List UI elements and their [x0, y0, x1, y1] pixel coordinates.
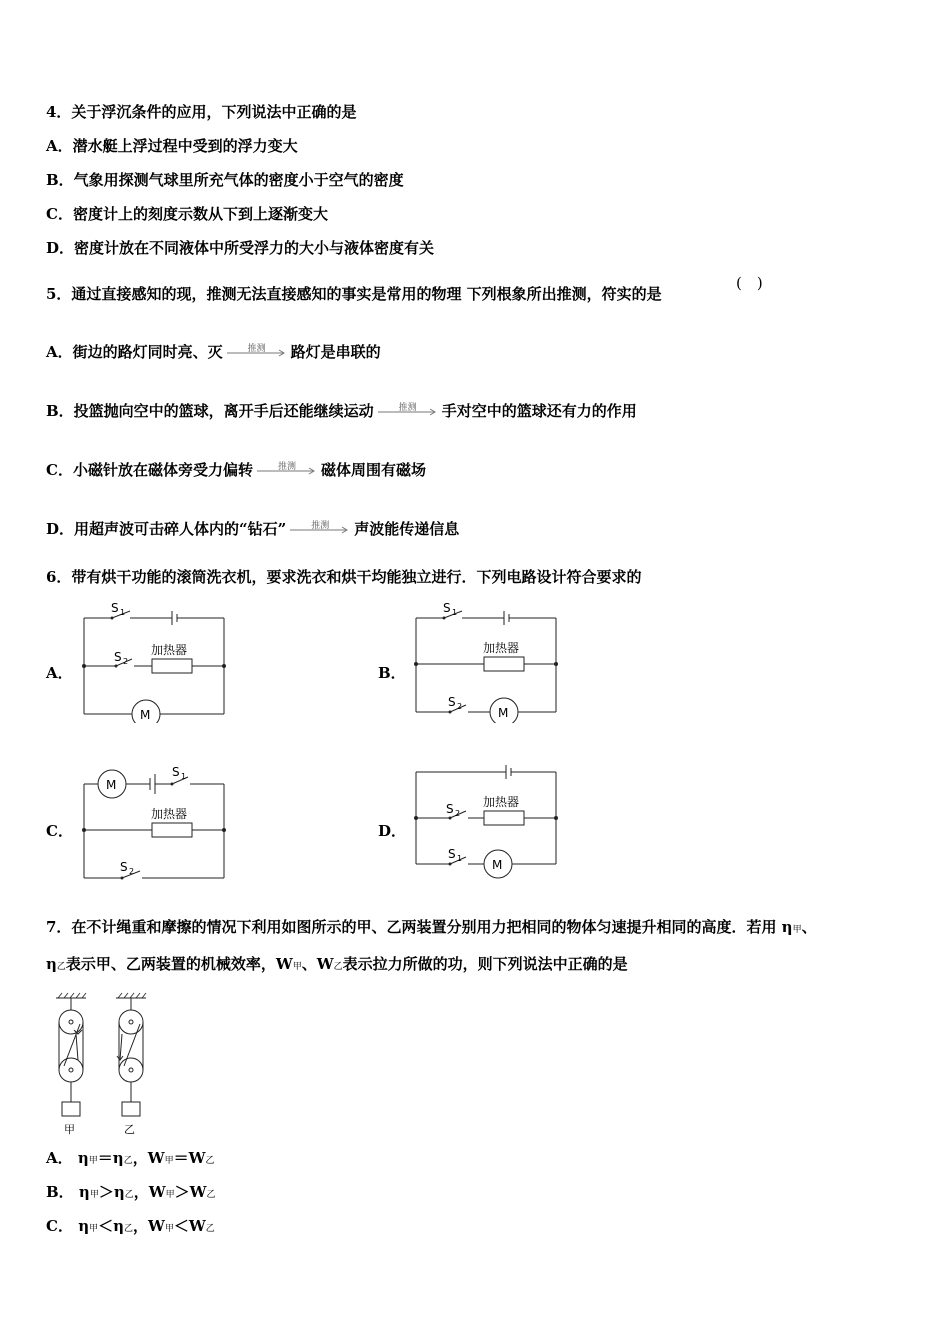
- q5-option-c: [46, 460, 426, 481]
- q7-stem-line1: 7．在不计绳重和摩擦的情况下利用如图所示的甲、乙两装置分别用力把相同的物体匀速提升相同的高度．若用 η甲、: [46, 918, 817, 936]
- q6-letter-b: B．: [378, 664, 406, 682]
- q5-option-a-right: 路灯是串联的: [290, 343, 381, 361]
- q5-option-a-left: A．街边的路灯同时亮、灭: [46, 343, 223, 361]
- s2-sub: 2: [129, 867, 135, 876]
- fig-label-jia: 甲: [64, 1123, 75, 1136]
- q4-stem: 4．关于浮沉条件的应用，下列说法中正确的是: [46, 103, 357, 121]
- q5-stem: 5．通过直接感知的现，推测无法直接感知的事实是常用的物理 下列根象所出推测，符实的是: [46, 285, 662, 303]
- s1-label: S: [443, 601, 451, 615]
- q6-letter-c: C．: [46, 822, 73, 840]
- motor-label: M: [140, 708, 151, 722]
- fig-label-yi: 乙: [124, 1123, 135, 1136]
- q5-option-d: [46, 519, 459, 540]
- motor-label: M: [492, 858, 503, 872]
- heater-label: 加热器: [483, 795, 520, 809]
- circuit-diagram-d: [410, 760, 566, 885]
- s2-sub: 2: [455, 809, 461, 818]
- s2-label: S: [114, 650, 122, 664]
- infer-arrow-icon: [227, 343, 287, 363]
- q6-stem: 6．带有烘干功能的滚筒洗衣机，要求洗衣和烘干均能独立进行．下列电路设计符合要求的: [46, 568, 642, 586]
- q7-option-b: B． η甲＞η乙，W甲＞W乙: [46, 1183, 216, 1201]
- s1-sub: 1: [181, 772, 187, 781]
- pulley-figure: [50, 990, 160, 1138]
- s2-sub: 2: [123, 657, 129, 666]
- heater-label: 加热器: [151, 643, 188, 657]
- q6-letter-a: A．: [46, 664, 73, 682]
- s1-sub: 1: [457, 854, 463, 863]
- s2-label: S: [446, 802, 454, 816]
- s2-label: S: [448, 695, 456, 709]
- motor-label: M: [498, 706, 509, 720]
- q5-option-a: [46, 342, 381, 363]
- q4-option-d: D．密度计放在不同液体中所受浮力的大小与液体密度有关: [46, 239, 435, 257]
- q4-option-b: B．气象用探测气球里所充气体的密度小于空气的密度: [46, 171, 404, 189]
- q4-option-a: A．潜水艇上浮过程中受到的浮力变大: [46, 137, 298, 155]
- q6-letter-d: D．: [378, 822, 407, 840]
- infer-arrow-icon: [257, 461, 317, 481]
- circuit-diagram-a: [78, 598, 234, 723]
- s1-sub: 1: [452, 608, 458, 617]
- q4-option-c: C．密度计上的刻度示数从下到上逐渐变大: [46, 205, 328, 223]
- s1-label: S: [448, 847, 456, 861]
- q5-option-b-left: B．投篮抛向空中的篮球，离开手后还能继续运动: [46, 402, 374, 420]
- q7-option-a: A． η甲＝η乙，W甲＝W乙: [46, 1149, 215, 1167]
- q5-option-d-right: 声波能传递信息: [354, 520, 460, 538]
- s1-label: S: [172, 765, 180, 779]
- infer-arrow-label: 推测: [311, 521, 330, 531]
- heater-label: 加热器: [151, 807, 188, 821]
- s1-label: S: [111, 601, 119, 615]
- circuit-diagram-c: [78, 760, 234, 885]
- infer-arrow-icon: [378, 402, 438, 422]
- infer-arrow-label: 推测: [247, 344, 266, 354]
- q5-option-b-right: 手对空中的篮球还有力的作用: [441, 402, 637, 420]
- q7-stem-line2: η乙表示甲、乙两装置的机械效率，W甲、W乙表示拉力所做的功，则下列说法中正确的是: [46, 955, 628, 973]
- q7-option-c: C． η甲＜η乙，W甲＜W乙: [46, 1217, 215, 1235]
- q5-option-c-right: 磁体周围有磁场: [320, 461, 426, 479]
- circuit-diagram-b: [410, 598, 566, 723]
- infer-arrow-label: 推测: [277, 462, 296, 472]
- q5-answer-blank: ( ): [736, 274, 763, 292]
- s2-sub: 2: [457, 702, 463, 711]
- q5-option-c-left: C．小磁针放在磁体旁受力偏转: [46, 461, 253, 479]
- s1-sub: 1: [120, 608, 126, 617]
- q5-option-b: [46, 401, 637, 422]
- infer-arrow-label: 推测: [398, 403, 417, 413]
- s2-label: S: [120, 860, 128, 874]
- heater-label: 加热器: [483, 641, 520, 655]
- q5-option-d-left: D．用超声波可击碎人体内的“钻石”: [46, 520, 287, 538]
- infer-arrow-icon: [290, 520, 350, 540]
- motor-label: M: [106, 778, 117, 792]
